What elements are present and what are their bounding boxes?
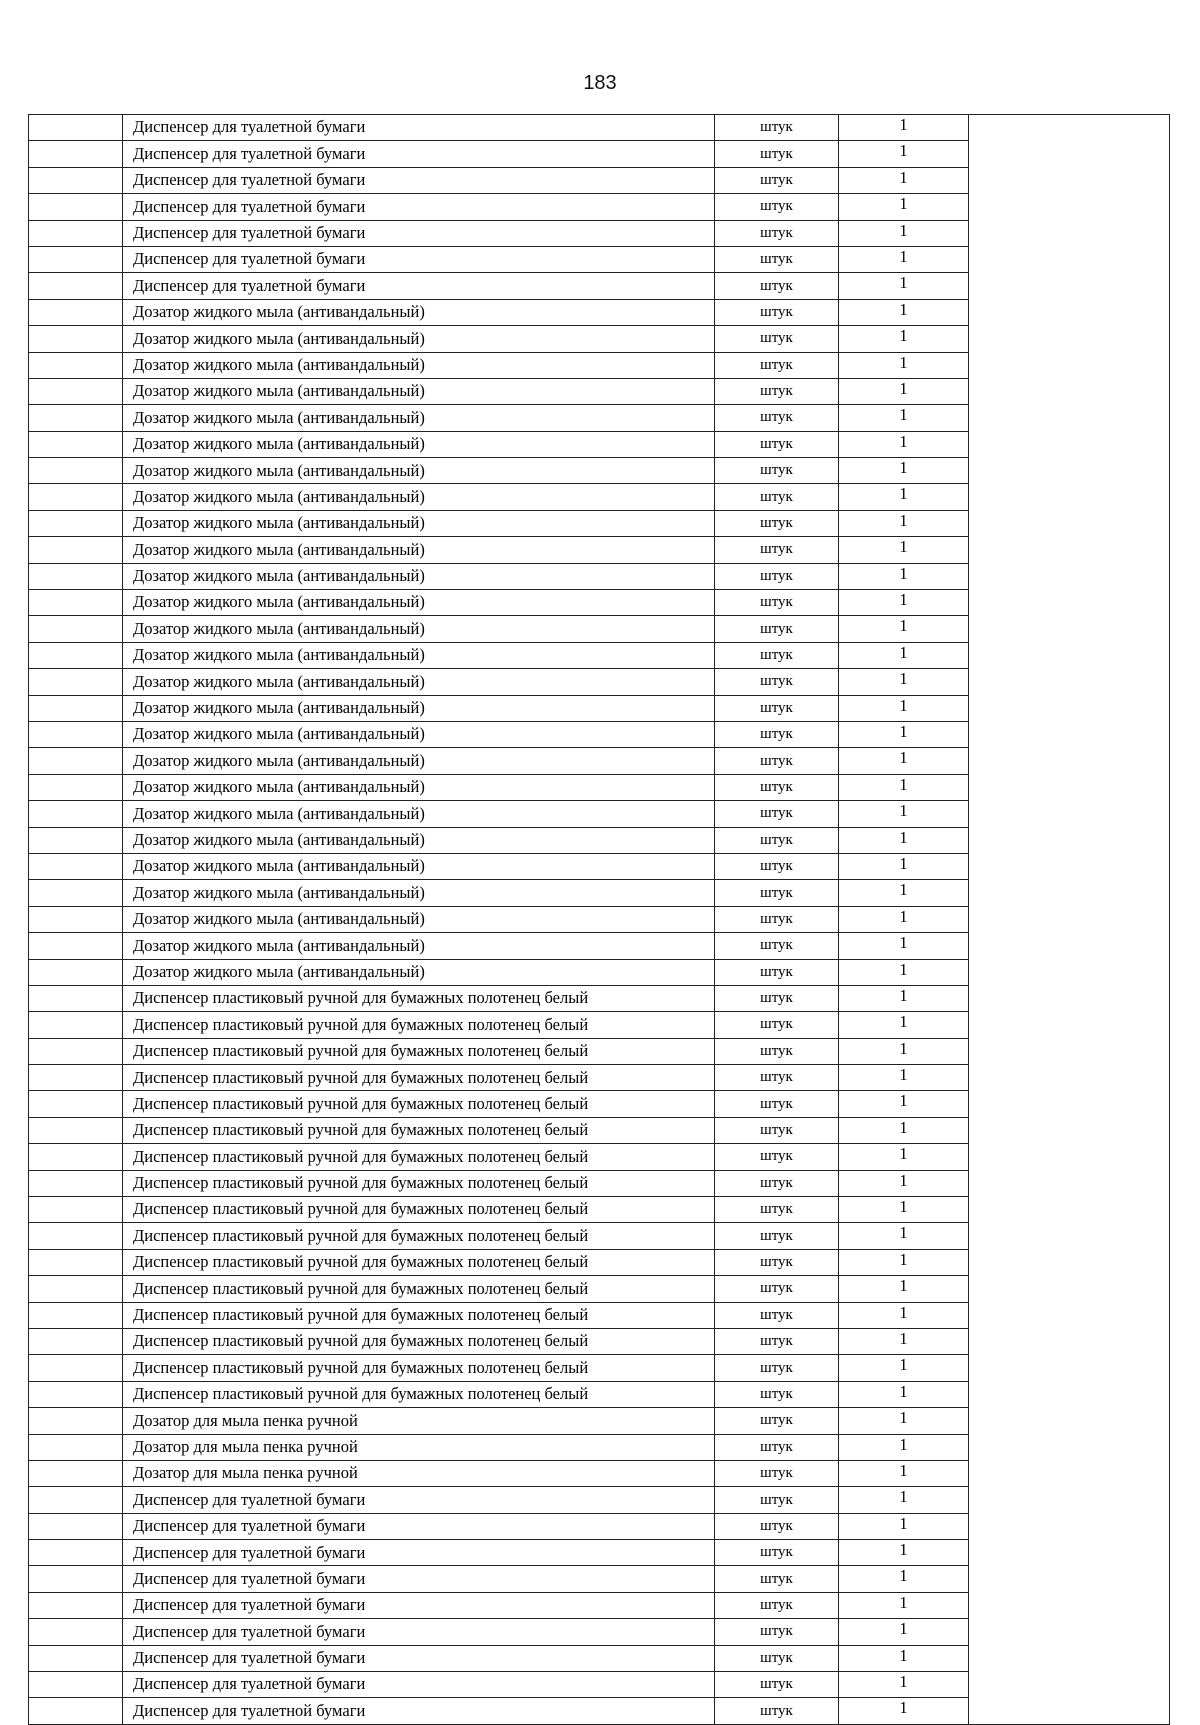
unit-cell: штук [715, 1276, 839, 1302]
row-number-cell [29, 115, 123, 141]
unit-cell: штук [715, 1381, 839, 1407]
row-number-cell [29, 774, 123, 800]
row-number-cell [29, 748, 123, 774]
quantity-cell: 1 [839, 1540, 969, 1566]
unit-cell: штук [715, 985, 839, 1011]
unit-cell: штук [715, 1117, 839, 1143]
item-name-cell: Дозатор жидкого мыла (антивандальный) [123, 299, 715, 325]
quantity-cell: 1 [839, 1381, 969, 1407]
quantity-cell: 1 [839, 458, 969, 484]
unit-cell: штук [715, 669, 839, 695]
items-table [28, 114, 1170, 1725]
row-number-cell [29, 167, 123, 193]
unit-cell: штук [715, 827, 839, 853]
item-name-cell: Диспенсер для туалетной бумаги [123, 246, 715, 272]
row-number-cell [29, 1117, 123, 1143]
unit-cell: штук [715, 1408, 839, 1434]
unit-cell: штук [715, 1355, 839, 1381]
item-name-cell: Диспенсер для туалетной бумаги [123, 1592, 715, 1618]
unit-cell: штук [715, 1592, 839, 1618]
row-number-cell [29, 537, 123, 563]
item-name-cell: Дозатор жидкого мыла (антивандальный) [123, 590, 715, 616]
quantity-cell: 1 [839, 853, 969, 879]
quantity-cell: 1 [839, 246, 969, 272]
unit-cell: штук [715, 220, 839, 246]
item-name-cell: Диспенсер пластиковый ручной для бумажных полотенец белый [123, 1223, 715, 1249]
item-name-cell: Диспенсер пластиковый ручной для бумажных полотенец белый [123, 1197, 715, 1223]
item-name-cell: Дозатор жидкого мыла (антивандальный) [123, 642, 715, 668]
row-number-cell [29, 1566, 123, 1592]
unit-cell: штук [715, 141, 839, 167]
quantity-cell: 1 [839, 326, 969, 352]
row-number-cell [29, 1012, 123, 1038]
row-number-cell [29, 669, 123, 695]
unit-cell: штук [715, 1698, 839, 1724]
unit-cell: штук [715, 1619, 839, 1645]
item-name-cell: Дозатор жидкого мыла (антивандальный) [123, 880, 715, 906]
row-number-cell [29, 299, 123, 325]
quantity-cell: 1 [839, 1513, 969, 1539]
row-number-cell [29, 273, 123, 299]
row-number-cell [29, 405, 123, 431]
unit-cell: штук [715, 1197, 839, 1223]
unit-cell: штук [715, 1672, 839, 1698]
row-number-cell [29, 1592, 123, 1618]
item-name-cell: Диспенсер пластиковый ручной для бумажных полотенец белый [123, 1144, 715, 1170]
item-name-cell: Дозатор жидкого мыла (антивандальный) [123, 616, 715, 642]
row-number-cell [29, 880, 123, 906]
item-name-cell: Диспенсер пластиковый ручной для бумажных полотенец белый [123, 1038, 715, 1064]
item-name-cell: Дозатор жидкого мыла (антивандальный) [123, 801, 715, 827]
row-number-cell [29, 1328, 123, 1354]
unit-cell: штук [715, 590, 839, 616]
item-name-cell: Дозатор жидкого мыла (антивандальный) [123, 906, 715, 932]
quantity-cell: 1 [839, 1592, 969, 1618]
item-name-cell: Дозатор жидкого мыла (антивандальный) [123, 959, 715, 985]
unit-cell: штук [715, 484, 839, 510]
unit-cell: штук [715, 1170, 839, 1196]
item-name-cell: Диспенсер пластиковый ручной для бумажных полотенец белый [123, 985, 715, 1011]
row-number-cell [29, 510, 123, 536]
quantity-cell: 1 [839, 220, 969, 246]
quantity-cell: 1 [839, 590, 969, 616]
row-number-cell [29, 1302, 123, 1328]
item-name-cell: Диспенсер для туалетной бумаги [123, 115, 715, 141]
unit-cell: штук [715, 721, 839, 747]
item-name-cell: Дозатор жидкого мыла (антивандальный) [123, 748, 715, 774]
quantity-cell: 1 [839, 616, 969, 642]
row-number-cell [29, 431, 123, 457]
unit-cell: штук [715, 510, 839, 536]
item-name-cell: Диспенсер для туалетной бумаги [123, 273, 715, 299]
unit-cell: штук [715, 933, 839, 959]
unit-cell: штук [715, 695, 839, 721]
items-table-body [29, 115, 1170, 1725]
unit-cell: штук [715, 774, 839, 800]
unit-cell: штук [715, 378, 839, 404]
unit-cell: штук [715, 801, 839, 827]
row-number-cell [29, 853, 123, 879]
quantity-cell: 1 [839, 563, 969, 589]
item-name-cell: Дозатор жидкого мыла (антивандальный) [123, 853, 715, 879]
unit-cell: штук [715, 959, 839, 985]
row-number-cell [29, 827, 123, 853]
quantity-cell: 1 [839, 1328, 969, 1354]
row-number-cell [29, 906, 123, 932]
item-name-cell: Дозатор для мыла пенка ручной [123, 1434, 715, 1460]
quantity-cell: 1 [839, 959, 969, 985]
unit-cell: штук [715, 1540, 839, 1566]
unit-cell: штук [715, 906, 839, 932]
row-number-cell [29, 721, 123, 747]
row-number-cell [29, 484, 123, 510]
item-name-cell: Диспенсер для туалетной бумаги [123, 167, 715, 193]
unit-cell: штук [715, 194, 839, 220]
unit-cell: штук [715, 273, 839, 299]
quantity-cell: 1 [839, 721, 969, 747]
unit-cell: штук [715, 1513, 839, 1539]
quantity-cell: 1 [839, 1170, 969, 1196]
row-number-cell [29, 194, 123, 220]
unit-cell: штук [715, 1566, 839, 1592]
row-number-cell [29, 616, 123, 642]
quantity-cell: 1 [839, 1038, 969, 1064]
quantity-cell: 1 [839, 669, 969, 695]
unit-cell: штук [715, 1328, 839, 1354]
quantity-cell: 1 [839, 748, 969, 774]
item-name-cell: Диспенсер для туалетной бумаги [123, 1645, 715, 1671]
item-name-cell: Диспенсер для туалетной бумаги [123, 1540, 715, 1566]
item-name-cell: Диспенсер пластиковый ручной для бумажных полотенец белый [123, 1249, 715, 1275]
row-number-cell [29, 985, 123, 1011]
item-name-cell: Диспенсер для туалетной бумаги [123, 1619, 715, 1645]
item-name-cell: Дозатор жидкого мыла (антивандальный) [123, 326, 715, 352]
quantity-cell: 1 [839, 1566, 969, 1592]
unit-cell: штук [715, 880, 839, 906]
row-number-cell [29, 1434, 123, 1460]
quantity-cell: 1 [839, 510, 969, 536]
unit-cell: штук [715, 246, 839, 272]
row-number-cell [29, 1487, 123, 1513]
quantity-cell: 1 [839, 1619, 969, 1645]
unit-cell: штук [715, 1460, 839, 1486]
quantity-cell: 1 [839, 1117, 969, 1143]
item-name-cell: Дозатор жидкого мыла (антивандальный) [123, 721, 715, 747]
unit-cell: штук [715, 352, 839, 378]
item-name-cell: Дозатор жидкого мыла (антивандальный) [123, 774, 715, 800]
row-number-cell [29, 1355, 123, 1381]
row-number-cell [29, 1408, 123, 1434]
quantity-cell: 1 [839, 1434, 969, 1460]
item-name-cell: Диспенсер пластиковый ручной для бумажных полотенец белый [123, 1012, 715, 1038]
row-number-cell [29, 1645, 123, 1671]
item-name-cell: Диспенсер пластиковый ручной для бумажных полотенец белый [123, 1328, 715, 1354]
item-name-cell: Дозатор для мыла пенка ручной [123, 1408, 715, 1434]
row-number-cell [29, 1460, 123, 1486]
quantity-cell: 1 [839, 1698, 969, 1724]
unit-cell: штук [715, 1434, 839, 1460]
quantity-cell: 1 [839, 537, 969, 563]
row-number-cell [29, 563, 123, 589]
quantity-cell: 1 [839, 1249, 969, 1275]
item-name-cell: Диспенсер для туалетной бумаги [123, 194, 715, 220]
quantity-cell: 1 [839, 1065, 969, 1091]
quantity-cell: 1 [839, 273, 969, 299]
unit-cell: штук [715, 167, 839, 193]
row-number-cell [29, 1197, 123, 1223]
quantity-cell: 1 [839, 695, 969, 721]
row-number-cell [29, 1381, 123, 1407]
quantity-cell: 1 [839, 1645, 969, 1671]
row-number-cell [29, 1144, 123, 1170]
row-number-cell [29, 1249, 123, 1275]
quantity-cell: 1 [839, 1144, 969, 1170]
row-number-cell [29, 801, 123, 827]
row-number-cell [29, 352, 123, 378]
row-number-cell [29, 1513, 123, 1539]
quantity-cell: 1 [839, 115, 969, 141]
item-name-cell: Диспенсер пластиковый ручной для бумажных полотенец белый [123, 1065, 715, 1091]
item-name-cell: Диспенсер пластиковый ручной для бумажных полотенец белый [123, 1381, 715, 1407]
row-number-cell [29, 1540, 123, 1566]
quantity-cell: 1 [839, 1223, 969, 1249]
item-name-cell: Дозатор жидкого мыла (антивандальный) [123, 405, 715, 431]
quantity-cell: 1 [839, 1672, 969, 1698]
page-number: 183 [583, 72, 617, 94]
item-name-cell: Диспенсер пластиковый ручной для бумажных полотенец белый [123, 1170, 715, 1196]
row-number-cell [29, 141, 123, 167]
item-name-cell: Диспенсер пластиковый ручной для бумажных полотенец белый [123, 1091, 715, 1117]
quantity-cell: 1 [839, 194, 969, 220]
quantity-cell: 1 [839, 827, 969, 853]
item-name-cell: Диспенсер пластиковый ручной для бумажных полотенец белый [123, 1355, 715, 1381]
item-name-cell: Диспенсер для туалетной бумаги [123, 1698, 715, 1724]
item-name-cell: Дозатор жидкого мыла (антивандальный) [123, 352, 715, 378]
item-name-cell: Дозатор жидкого мыла (антивандальный) [123, 431, 715, 457]
unit-cell: штук [715, 326, 839, 352]
item-name-cell: Дозатор жидкого мыла (антивандальный) [123, 458, 715, 484]
row-number-cell [29, 220, 123, 246]
item-name-cell: Дозатор жидкого мыла (антивандальный) [123, 669, 715, 695]
row-number-cell [29, 246, 123, 272]
item-name-cell: Диспенсер для туалетной бумаги [123, 1566, 715, 1592]
item-name-cell: Дозатор жидкого мыла (антивандальный) [123, 933, 715, 959]
row-number-cell [29, 1619, 123, 1645]
quantity-cell: 1 [839, 801, 969, 827]
unit-cell: штук [715, 405, 839, 431]
unit-cell: штук [715, 853, 839, 879]
item-name-cell: Диспенсер для туалетной бумаги [123, 1487, 715, 1513]
quantity-cell: 1 [839, 880, 969, 906]
item-name-cell: Диспенсер пластиковый ручной для бумажных полотенец белый [123, 1302, 715, 1328]
quantity-cell: 1 [839, 141, 969, 167]
unit-cell: штук [715, 458, 839, 484]
unit-cell: штук [715, 748, 839, 774]
quantity-cell: 1 [839, 299, 969, 325]
table-row [29, 115, 1170, 141]
unit-cell: штук [715, 299, 839, 325]
row-number-cell [29, 458, 123, 484]
row-number-cell [29, 590, 123, 616]
unit-cell: штук [715, 1223, 839, 1249]
unit-cell: штук [715, 431, 839, 457]
unit-cell: штук [715, 1012, 839, 1038]
quantity-cell: 1 [839, 642, 969, 668]
quantity-cell: 1 [839, 1487, 969, 1513]
row-number-cell [29, 378, 123, 404]
quantity-cell: 1 [839, 1355, 969, 1381]
row-number-cell [29, 1091, 123, 1117]
item-name-cell: Дозатор жидкого мыла (антивандальный) [123, 563, 715, 589]
quantity-cell: 1 [839, 1302, 969, 1328]
row-number-cell [29, 326, 123, 352]
quantity-cell: 1 [839, 985, 969, 1011]
quantity-cell: 1 [839, 933, 969, 959]
unit-cell: штук [715, 1065, 839, 1091]
unit-cell: штук [715, 616, 839, 642]
quantity-cell: 1 [839, 1460, 969, 1486]
quantity-cell: 1 [839, 906, 969, 932]
quantity-cell: 1 [839, 774, 969, 800]
quantity-cell: 1 [839, 484, 969, 510]
row-number-cell [29, 1223, 123, 1249]
item-name-cell: Дозатор жидкого мыла (антивандальный) [123, 378, 715, 404]
item-name-cell: Дозатор жидкого мыла (антивандальный) [123, 695, 715, 721]
quantity-cell: 1 [839, 1276, 969, 1302]
item-name-cell: Диспенсер пластиковый ручной для бумажных полотенец белый [123, 1117, 715, 1143]
item-name-cell: Диспенсер для туалетной бумаги [123, 1513, 715, 1539]
item-name-cell: Дозатор жидкого мыла (антивандальный) [123, 510, 715, 536]
unit-cell: штук [715, 1302, 839, 1328]
quantity-cell: 1 [839, 405, 969, 431]
row-number-cell [29, 1065, 123, 1091]
item-name-cell: Диспенсер для туалетной бумаги [123, 1672, 715, 1698]
item-name-cell: Диспенсер пластиковый ручной для бумажных полотенец белый [123, 1276, 715, 1302]
quantity-cell: 1 [839, 431, 969, 457]
row-number-cell [29, 695, 123, 721]
item-name-cell: Дозатор жидкого мыла (антивандальный) [123, 484, 715, 510]
note-cell [969, 115, 1170, 1725]
quantity-cell: 1 [839, 352, 969, 378]
unit-cell: штук [715, 115, 839, 141]
quantity-cell: 1 [839, 1408, 969, 1434]
unit-cell: штук [715, 1144, 839, 1170]
row-number-cell [29, 1672, 123, 1698]
item-name-cell: Диспенсер для туалетной бумаги [123, 141, 715, 167]
quantity-cell: 1 [839, 167, 969, 193]
quantity-cell: 1 [839, 1197, 969, 1223]
row-number-cell [29, 1698, 123, 1724]
row-number-cell [29, 1038, 123, 1064]
unit-cell: штук [715, 1645, 839, 1671]
item-name-cell: Дозатор жидкого мыла (антивандальный) [123, 827, 715, 853]
row-number-cell [29, 1276, 123, 1302]
quantity-cell: 1 [839, 1012, 969, 1038]
unit-cell: штук [715, 537, 839, 563]
unit-cell: штук [715, 1487, 839, 1513]
unit-cell: штук [715, 563, 839, 589]
unit-cell: штук [715, 1249, 839, 1275]
item-name-cell: Дозатор для мыла пенка ручной [123, 1460, 715, 1486]
row-number-cell [29, 1170, 123, 1196]
row-number-cell [29, 642, 123, 668]
row-number-cell [29, 933, 123, 959]
quantity-cell: 1 [839, 1091, 969, 1117]
quantity-cell: 1 [839, 378, 969, 404]
unit-cell: штук [715, 642, 839, 668]
item-name-cell: Диспенсер для туалетной бумаги [123, 220, 715, 246]
row-number-cell [29, 959, 123, 985]
unit-cell: штук [715, 1038, 839, 1064]
item-name-cell: Дозатор жидкого мыла (антивандальный) [123, 537, 715, 563]
unit-cell: штук [715, 1091, 839, 1117]
